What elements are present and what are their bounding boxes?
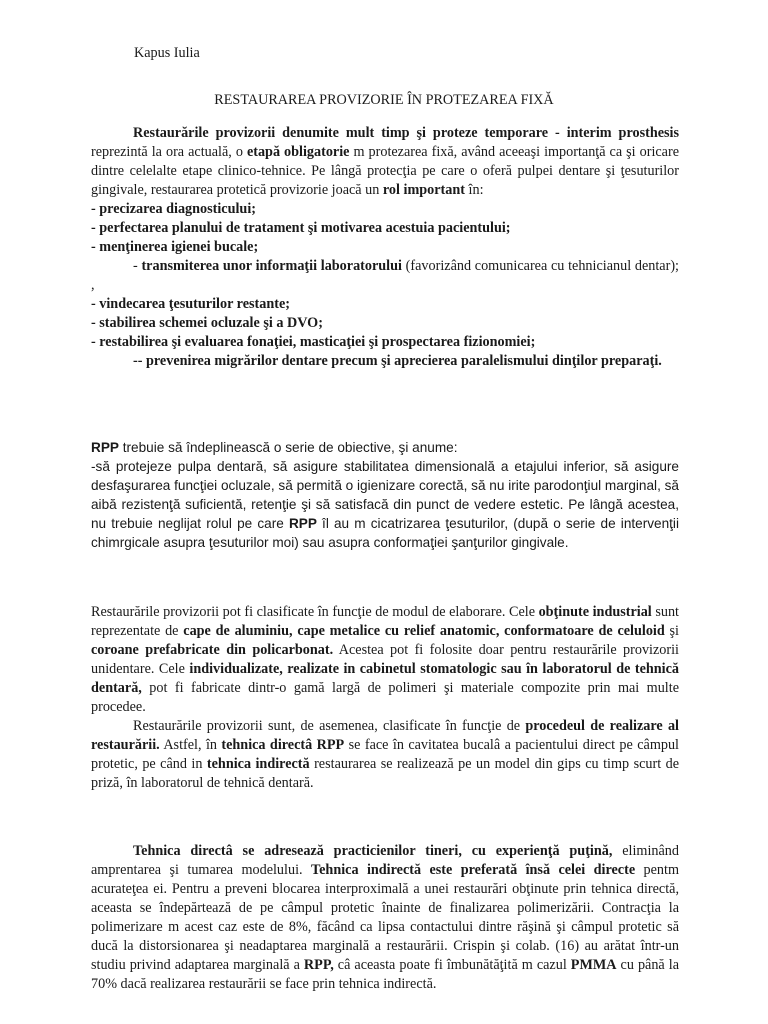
proced-bold-1: procedeul de realizare al restaurării.	[91, 718, 680, 753]
tehnica-bold-3: RPP,	[303, 957, 334, 973]
classif-bold-2: cape de aluminiu, cape metalice cu relief anatomic, conformatoare de celuloid	[183, 623, 665, 639]
role-item: - precizarea diagnosticului;	[91, 201, 256, 217]
tehnica-text-1: eliminând amprentarea şi tumarea modelului.	[91, 843, 679, 878]
classif-bold-1: obţinute industrial	[538, 604, 652, 620]
technique-paragraph	[91, 842, 679, 994]
rpp-text-2: -să protejeze pulpa dentară, să asigure stabilitatea dimensională a etajului inferior, să asigure desfaşurarea funcţiei ocluzale, să permită o igienizare corectă, să nu irite parodonţiul marginal, să aibă rezistenţă suficientă, retenţie şi să satisfacă din punct de vedere estetic. Pe lângă acestea, nu trebuie neglijat rolul pe care	[91, 459, 679, 531]
role-item: -- prevenirea migrărilor dentare precum şi aprecierea paralelismului dinţilor preparaţi.	[133, 353, 662, 369]
rpp-text-3: îl au m cicatrizarea ţesuturilor, (după o serie de intervenţii chimrgicale asupra ţesuturilor moi) sau asupra conformaţiei şanţurilor gingivale.	[91, 516, 679, 550]
classif-text-3: şi	[664, 623, 679, 639]
author-name: Kapus Iulia	[134, 45, 200, 61]
intro-bold-3: rol important	[382, 182, 465, 198]
intro-bold-2: etapă obligatorie	[246, 144, 350, 160]
tehnica-bold-2: Tehnica indirectă este preferată însă celei directe	[310, 862, 636, 878]
role-item: - stabilirea schemei ocluzale şi a DVO;	[91, 315, 323, 331]
role-item: - menţinerea igienei bucale;	[91, 239, 259, 255]
role-item-transmit	[91, 257, 679, 295]
intro-text-1: reprezintă la ora actuală, o	[91, 144, 247, 160]
role-item: - perfectarea planului de tratament şi motivarea acestuia pacientului;	[91, 220, 511, 236]
document-title: RESTAURAREA PROVIZORIE ÎN PROTEZAREA FIXĂ	[214, 92, 554, 108]
proced-bold-3: tehnica indirectă	[206, 756, 310, 772]
rpp-bold-2: RPP	[288, 516, 317, 531]
intro-bold-1: Restaurările provizorii denumite mult timp şi proteze temporare - interim prosthesis	[133, 125, 679, 141]
proced-text-1: Restaurările provizorii sunt, de asemenea, clasificate în funcţie de	[133, 718, 526, 734]
intro-text-2: m protezarea fixă, având aceeaşi importanţă ca şi oricare dintre celelalte etape clinico-tehnice. Pe lângă protecţia pe care o oferă pulpei dentare şi ţesuturilor gingivale, restaurarea protetică provizorie joacă un	[91, 144, 680, 198]
classif-text-4: Acestea pot fi folosite doar pentru restaurările provizorii unidentare. Cele	[91, 642, 679, 677]
proced-text-3: se face în cavitatea bucalâ a pacientului direct pe câmpul protetic, pe când in	[91, 737, 679, 772]
role-item: - vindecarea ţesuturilor restante;	[91, 296, 290, 312]
role-item: - restabilirea şi evaluarea fonaţiei, masticaţiei şi prospectarea fizionomiei;	[91, 334, 536, 350]
proced-bold-2: tehnica directâ RPP	[221, 737, 345, 753]
classif-text-5: pot fi fabricate dintr-o gamă largă de polimeri şi materiale compozite prin mai multe procedee.	[91, 680, 679, 715]
rpp-paragraph	[91, 438, 679, 552]
classif-text-1: Restaurările provizorii pot fi clasificate în funcţie de modul de elaborare. Cele	[91, 604, 539, 620]
rpp-text-1: trebuie să îndeplinească o serie de obiective, şi anume:	[118, 440, 458, 455]
intro-paragraph	[91, 124, 679, 371]
tehnica-text-3: câ aceasta poate fi îmbunătăţită m cazul	[333, 957, 571, 973]
tehnica-text-2: pentm acurateţea ei. Pentru a preveni blocarea interproximală a unei restaurări obţinute prin tehnica directă, aceasta se îndepărtează de pe câmpul protetic înainte de finalizarea polimerizării. Contracţia la polimerizare m acest caz este de 8%, făcând ca lipsa contactului dintre răşină şi câmpul protetic să ducă la distorsionarea şi neadaptarea marginală a restaurării. Crispin şi colab. (16) au arătat într-un studiu privind adaptarea marginală a	[91, 862, 679, 973]
classif-bold-4: individualizate, realizate in cabinetul stomatologic sau în laboratorul de tehnică dentară,	[91, 661, 680, 696]
proced-text-2: Astfel, în	[159, 737, 222, 753]
intro-text-3: în:	[465, 182, 484, 198]
rpp-bold-1: RPP	[91, 440, 119, 455]
classif-bold-3: coroane prefabricate din policarbonat.	[91, 642, 334, 658]
tehnica-bold-1: Tehnica directâ se adresează practicienilor tineri, cu experienţă puţină,	[133, 843, 613, 859]
proced-text-4: restaurarea se realizează pe un model din gips cu timp scurt de priză, în laboratorul de tehnică dentară.	[91, 756, 679, 791]
tehnica-text-4: cu până la 70% dacă realizarea restaurării se face prin tehnica indirectă.	[91, 957, 679, 992]
role-transmit-bold: transmiterea unor informaţii laboratorului	[141, 258, 402, 274]
classification-paragraph	[91, 603, 679, 793]
role-transmit-rest: (favorizând comunicarea cu tehnicianul dentar); ,	[91, 258, 679, 293]
role-dash: -	[133, 258, 142, 274]
procedure-paragraph	[91, 717, 679, 793]
tehnica-bold-4: PMMA	[570, 957, 617, 973]
classif-text-2: sunt reprezentate de	[91, 604, 679, 639]
